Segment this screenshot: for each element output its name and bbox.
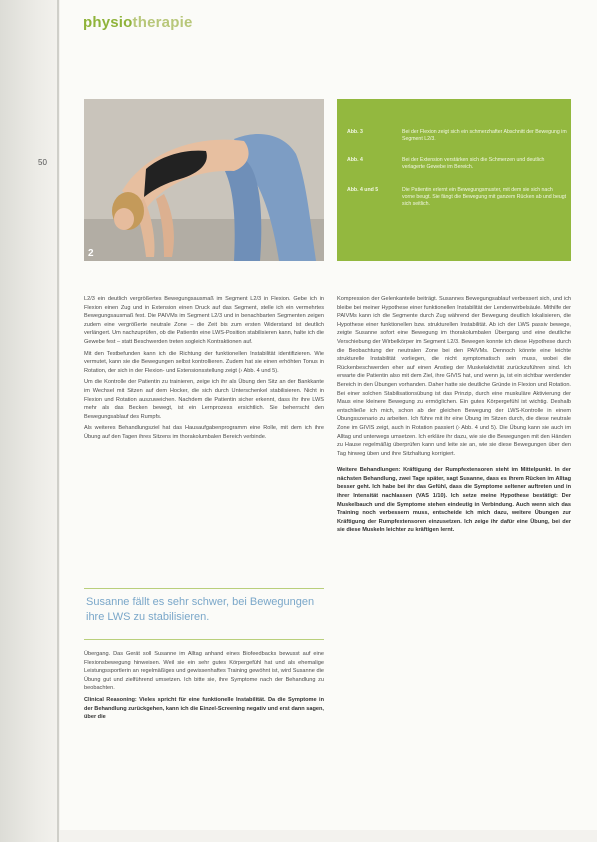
paragraph: Um die Kontrolle der Patientin zu trainieren, zeige ich ihr als Übung den Sitz an der Bankkante im Wechsel mit Sitzen auf dem Hocker, die sich durch Unterschenkel stabilisieren. Nicht in Flexion und Rotation auszuweichen. Nachdem die Patientin sicher erkennt, dass ihr ihre LWS mehr als das Becken bewegt, ist ein Lernprozess ersichtlich. Sie beherrscht den Bewegungsablauf des Rumpfs. — [84, 379, 324, 420]
paragraph: L2/3 ein deutlich vergrößertes Bewegungsausmaß im Segment L2/3 in Flexion. Gebe ich in Flexion einen Zug und in Extension einen Druck auf das Segment, stelle ich ein vermehrtes Bewegungsausmaß fest. Die PAIVMs im Segment L2/3 und in benachbarten Segmenten zeigen zudem eine vergrößerte neutrale Zone – die Zeit bis zum ersten Widerstand ist deutlich verlängert. Um nachzuprüfen, ob die Patientin eine LWS-Position stabilisieren kann, halte ich die Gewebe fest – statt Beschwerden treten sogleich Kontraktionen auf. — [84, 296, 324, 345]
brand-part-1: physio — [83, 14, 133, 31]
brand-part-2: therapie — [132, 14, 193, 31]
pull-quote-text: Susanne fällt es sehr schwer, bei Bewegungen ihre LWS zu stabilisieren. — [86, 596, 315, 623]
page-number: 50 — [38, 158, 47, 167]
paragraph: Als weiteres Behandlungsziel hat das Hausaufgabenprogramm eine Rolle, mit dem ich ihre Übung auf den Tagen ihres Sitzens im thorakolumbalen Bereich verbinde. — [84, 425, 324, 440]
magazine-brand — [83, 14, 193, 31]
page-edge-rule — [57, 0, 59, 842]
figure-caption-box — [337, 99, 571, 261]
exercise-photo — [84, 99, 324, 261]
woman-bending-forward-illustration — [84, 99, 324, 261]
caption-label: Abb. 4 — [347, 157, 363, 163]
article-column-left-bottom — [84, 650, 324, 820]
figure-number: 2 — [88, 248, 94, 259]
article-column-right — [337, 295, 571, 820]
caption-text: Bei der Extension verstärken sich die Schmerzen und deutlich verlagerte Gewebe im Bereich. — [402, 157, 545, 170]
article-column-left-top — [84, 295, 324, 580]
pull-quote — [84, 588, 324, 640]
caption-label: Abb. 3 — [347, 129, 363, 135]
paragraph-subhead: Clinical Reasoning: Vieles spricht für eine funktionelle Instabilität. Da die Symptome in der Behandlung zurückgehen, kann ich die Einzel-Screening negativ und erst dann sagen, über die — [84, 696, 324, 721]
caption-text: Die Patientin erlernt ein Bewegungsmuster, mit dem sie sich nach vorne beugt. Sie fängt die Bewegung mit ganzem Rücken ab und beugt sich seitlich. — [402, 187, 567, 207]
paragraph: Kompression der Gelenkanteile beiträgt. Susannes Bewegungsablauf verbessert sich, und ich bleibe bei meiner Hypothese einer funktionellen Instabilität der Lendenwirbelsäule. Mithilfe der PAIVMs kann ich die Segmente durch Zug während der Bewegung deutlich lokalisieren, die Hypothese einer funktionellen bzw. strukturellen Instabilität. Ab ich der LWS passiv bewege, zeigte Susanne sofort eine Bewegung im thorakolumbalen Übergang und eine deutliche Verschiebung der Wirbelkörper im Segment L2/3. Bewegen konnte ich diese Hypothese durch die Beobachtung der neutralen Zone bei den PAIVMs. Dennoch könnte eine leichte strukturelle Instabilität vorliegen, die nicht symptomatisch sein muss, wobei die Rückenbeschwerden eher auf einen Anstieg der Muskelaktivität zurückzuführen sind. Ich erwarte die Patientin also mit dem Ziel, ihre GIVIS hat, und wenn ja, ist ein sichtbar werdender Bereich in den Übungen vorhanden. Daher hatte sie deutliche Gründe in Flexion und Rotation. Bei einer solchen Stabilisationsübung ist das Prinzip, durch eine muskuläre Aktivierung der Maus eine kleinere Bewegung zu ermöglichen. Ein gutes Körpergefühl ist wichtig. Deshalb entschließe ich mich, schon ab der gleichen Bewegung der LWS-Kontrolle in einem Übungsszenario zu arbeiten. Ich führe mit ihr eine Übung im Sitzen durch, die diese neutrale Zone im GIVIS zeigt, auch in Rotation passiert (› Abb. 4 und 5). Die Übung kann sie auch im Alltag und unterwegs umsetzen. Ich erkläre ihr dazu, wie sie die Bewegungen mit den Händen zu Hause regelmäßig überprüfen kann und leite sie an, wie sie diese Bewegungen über den Tag hinweg üben und ihre Sitzhaltung korrigiert. — [337, 296, 571, 457]
caption-label: Abb. 4 und 5 — [347, 187, 379, 193]
page-binding-shadow — [0, 0, 60, 842]
paragraph: Mit den Testbefunden kann ich die Richtung der funktionellen Instabilität identifizieren. Wie vermutet, kann sie die Bewegungen selbst kontrollieren. Zudem hat sie einen erhöhten Tonus in Rotation, der sich in der Flexion- und Extensionsstellung zeigt (› Abb. 4 und 5). — [84, 350, 324, 374]
caption-text: Bei der Flexion zeigt sich ein schmerzhafter Abschnitt der Bewegung im Segment L2/3. — [402, 129, 567, 142]
paragraph-subhead: Weitere Behandlungen: Kräftigung der Rumpfextensoren steht im Mittelpunkt. In der nächsten Behandlung, zwei Tage später, sagt Susanne, dass es ihrem Rücken im Alltag besser geht. Ich habe bei ihr das Gefühl, dass die Symptome seltener auftreten und in ihrer Intensität nachlassen (VAS 1/10). Ich setze meine Hypothese bestätigt: Der Muskelbauch und die Symptome stehen eindeutig in Verbindung. Auch wenn sich das Training noch verbessern muss, entscheide ich mich dazu, weitere Übungen zur Kräftigung der Rumpfextensoren einzusetzen. Ich zeige ihr dafür eine Übung, bei der sie diese Muskeln leichter zu kräftigen lernt. — [337, 467, 571, 534]
paragraph: Übergang. Das Gerät soll Susanne im Alltag anhand eines Biofeedbacks bewusst auf eine Flexionsbewegung hinweisen. Weil sie ein sehr gutes Körpergefühl hat und als ehemalige Leistungssportlerin an regelmäßiges und gewissenhaftes Training gewöhnt ist, wird Susanne die Übung gut und zielführend umsetzen. Ich bitte sie, ihre Symptome nach der Behandlung zu beobachten. — [84, 651, 324, 692]
